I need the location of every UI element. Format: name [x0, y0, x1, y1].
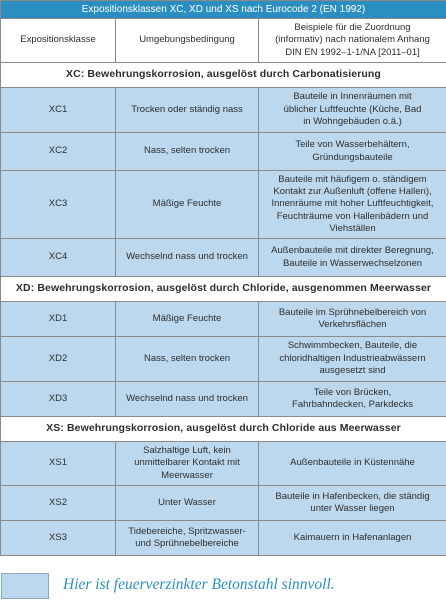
cell-line: Viehställen	[329, 223, 376, 235]
cell-umgebungsbedingung	[116, 88, 259, 133]
table-row	[1, 521, 446, 556]
cell-line: Trocken oder ständig nass	[131, 103, 243, 115]
cell-line: Mäßige Feuchte	[152, 312, 222, 324]
cell-line: Innenräume mit hoher Luftfeuchtigkeit,	[271, 198, 434, 210]
table-row	[1, 302, 446, 337]
cell-line: Nass, selten trocken	[143, 145, 231, 157]
table-title-row	[1, 1, 446, 19]
table-row	[1, 88, 446, 133]
cell-line: Unter Wasser	[158, 496, 216, 508]
cell-line: Tidebereiche, Spritzwasser-	[128, 525, 246, 537]
header-beispiele	[259, 19, 446, 63]
table-title: Expositionsklassen XC, XD und XS nach Eurocode 2 (EN 1992)	[1, 1, 446, 19]
cell-line: in Wohngebäuden o.ä.)	[303, 116, 402, 128]
cell-line: Gründungsbauteile	[312, 151, 393, 163]
header-beispiele-line: DIN EN 1992–1-1/NA [2011–01]	[285, 46, 420, 58]
cell-line: chloridhaltigen Industrieabwässern	[279, 352, 426, 364]
cell-line: Wechselnd nass und trocken	[126, 251, 248, 263]
cell-line: Bauteile im Sprühnebelbereich von	[278, 306, 427, 318]
cell-beispiele	[259, 133, 446, 171]
cell-line: Bauteile mit häufigem o. ständigem	[278, 173, 427, 185]
cell-line: Wechselnd nass und trocken	[126, 392, 248, 404]
cell-beispiele	[259, 239, 446, 277]
table-row	[1, 171, 446, 239]
table-row	[1, 382, 446, 417]
group-heading-row	[1, 63, 446, 88]
cell-umgebungsbedingung	[116, 239, 259, 277]
cell-beispiele	[259, 302, 446, 337]
header-beispiele-line: Beispiele für die Zuordnung	[294, 21, 411, 33]
cell-umgebungsbedingung	[116, 521, 259, 556]
cell-beispiele	[259, 88, 446, 133]
cell-expositionsklasse: XC4	[1, 239, 116, 277]
legend-swatch	[1, 573, 49, 599]
table-header-row	[1, 19, 446, 63]
cell-line: Meerwasser	[161, 469, 213, 481]
cell-beispiele	[259, 337, 446, 382]
cell-expositionsklasse: XC1	[1, 88, 116, 133]
cell-expositionsklasse: XD1	[1, 302, 116, 337]
cell-line: Teile von Wasserbehältern,	[295, 139, 410, 151]
cell-expositionsklasse: XS3	[1, 521, 116, 556]
cell-line: Mäßige Feuchte	[152, 198, 222, 210]
cell-line: und Sprühnebelbereiche	[135, 538, 239, 549]
cell-expositionsklasse: XS2	[1, 486, 116, 521]
group-heading: XC: Bewehrungskorrosion, ausgelöst durch Carbonatisierung	[1, 63, 446, 88]
cell-line: Teile von Brücken,	[313, 386, 392, 398]
legend-text: Hier ist feuerverzinkter Betonstahl sinnvoll.	[63, 576, 335, 593]
cell-umgebungsbedingung	[116, 486, 259, 521]
cell-line: Außenbauteile mit direkter Beregnung,	[271, 245, 434, 257]
cell-line: Kaimauern in Hafenanlagen	[293, 531, 412, 543]
header-beispiele-line: (informativ) nach nationalem Anhang	[275, 34, 430, 46]
cell-line: Feuchträume von Hallenbädern und	[276, 210, 429, 222]
cell-expositionsklasse: XD2	[1, 337, 116, 382]
group-heading-row	[1, 417, 446, 442]
cell-line: Fahrbahndecken, Parkdecks	[292, 399, 413, 410]
cell-line: Bauteile in Hafenbecken, die ständig	[275, 490, 430, 502]
cell-expositionsklasse: XC3	[1, 171, 116, 239]
legend	[1, 571, 446, 600]
cell-expositionsklasse: XD3	[1, 382, 116, 417]
table-row	[1, 133, 446, 171]
cell-line: Salzhaltige Luft, kein	[143, 444, 231, 456]
group-heading-row	[1, 277, 446, 302]
cell-line: üblicher Luftfeuchte (Küche, Bad	[283, 103, 422, 115]
group-heading: XS: Bewehrungskorrosion, ausgelöst durch Chloride aus Meerwasser	[1, 417, 446, 442]
table-row	[1, 442, 446, 486]
cell-line: Außenbauteile in Küstennähe	[290, 457, 415, 469]
cell-line: Verkehrsflächen	[318, 319, 387, 330]
table-row	[1, 239, 446, 277]
cell-line: Bauteile in Wasserwechselzonen	[282, 257, 423, 269]
cell-umgebungsbedingung	[116, 171, 259, 239]
cell-expositionsklasse: XS1	[1, 442, 116, 486]
cell-expositionsklasse: XC2	[1, 133, 116, 171]
cell-beispiele	[259, 442, 446, 486]
cell-umgebungsbedingung	[116, 337, 259, 382]
cell-umgebungsbedingung	[116, 133, 259, 171]
cell-line: unter Wasser liegen	[310, 503, 395, 514]
cell-line: unmittelbarer Kontakt mit	[134, 457, 240, 469]
cell-line: Schwimmbecken, Bauteile, die	[287, 340, 418, 352]
cell-beispiele	[259, 486, 446, 521]
table-row	[1, 337, 446, 382]
cell-line: Nass, selten trocken	[143, 352, 231, 364]
cell-umgebungsbedingung	[116, 302, 259, 337]
cell-beispiele	[259, 382, 446, 417]
cell-beispiele	[259, 171, 446, 239]
header-expositionsklasse: Expositionsklasse	[1, 19, 116, 63]
group-heading: XD: Bewehrungskorrosion, ausgelöst durch Chloride, ausgenommen Meerwasser	[1, 277, 446, 302]
cell-line: Kontakt zur Außenluft (offene Hallen),	[273, 185, 432, 197]
table-row	[1, 486, 446, 521]
cell-line: ausgesetzt sind	[319, 365, 386, 377]
cell-umgebungsbedingung	[116, 382, 259, 417]
header-umgebungsbedingung: Umgebungsbedingung	[116, 19, 259, 63]
cell-line: Bauteile in Innenräumen mit	[293, 91, 412, 103]
cell-beispiele	[259, 521, 446, 556]
cell-umgebungsbedingung	[116, 442, 259, 486]
